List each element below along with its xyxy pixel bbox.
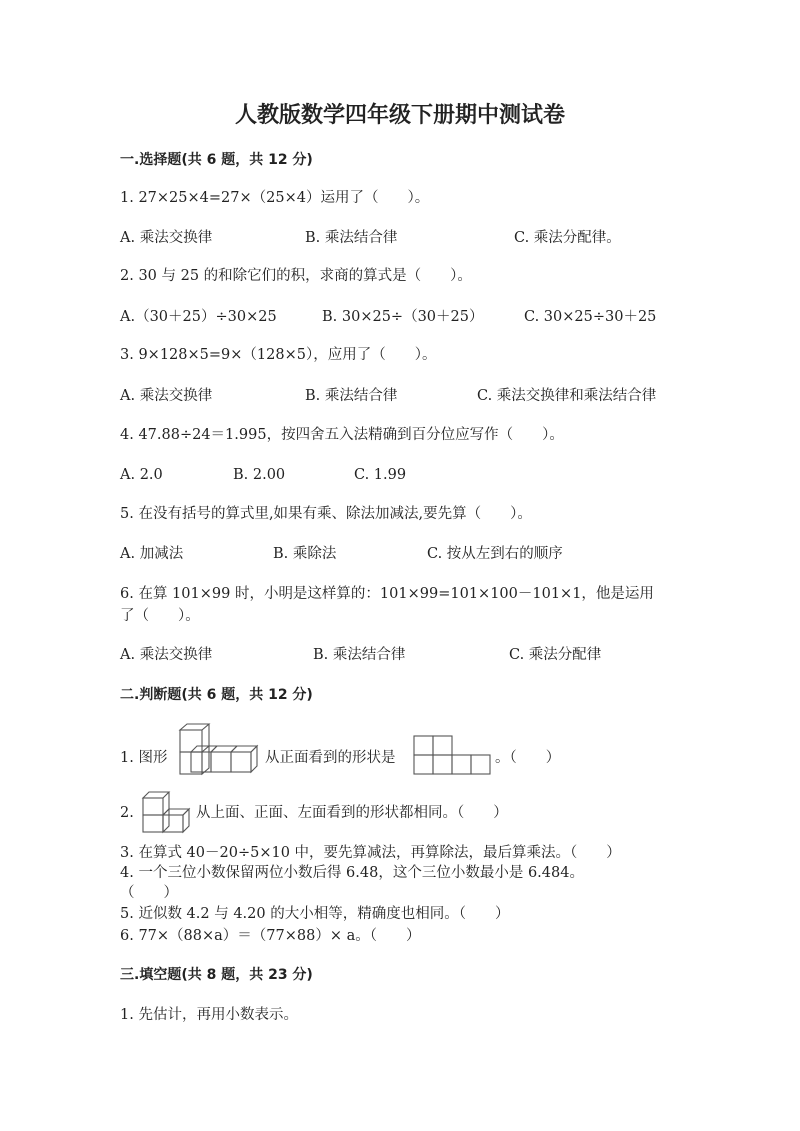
fill-blank-q1: 1. 先估计，再用小数表示。 (120, 1007, 298, 1023)
question-stem: 1. 27×25×4=27×（25×4）运用了（ ）。 (120, 190, 430, 206)
option-c: C. 1.99 (354, 467, 407, 483)
option-c: C. 乘法分配律 (509, 647, 602, 663)
judgment-q2-text: 从上面、正面、左面看到的形状都相同。（ ） (196, 805, 508, 821)
option-a: A. 乘法交换律 (120, 647, 213, 663)
judgment-q2-prefix: 2. (120, 805, 134, 821)
judgment-q1-suffix: 。（ ） (495, 750, 561, 766)
front-view-figure (413, 735, 493, 777)
option-a: A. 乘法交换律 (120, 230, 213, 246)
question-stem-continued: 了（ ）。 (120, 608, 200, 624)
option-a: A. 加减法 (120, 546, 184, 562)
judgment-q4-continued: （ ） (120, 885, 178, 901)
option-c: C. 乘法交换律和乘法结合律 (477, 388, 657, 404)
judgment-q6: 6. 77×（88×a）＝（77×88）× a。（ ） (120, 928, 421, 944)
page-title: 人教版数学四年级下册期中测试卷 (234, 102, 565, 128)
option-b: B. 乘法结合律 (305, 388, 398, 404)
option-b: B. 2.00 (233, 467, 286, 483)
question-stem: 4. 47.88÷24＝1.995，按四舍五入法精确到百分位应写作（ ）。 (120, 427, 564, 443)
option-a: A. 乘法交换律 (120, 388, 213, 404)
option-b: B. 30×25÷（30＋25） (322, 309, 484, 325)
section-heading-choice: 一.选择题(共 6 题，共 12 分) (120, 152, 313, 168)
option-a: A. 2.0 (120, 467, 163, 483)
option-c: C. 按从左到右的顺序 (427, 546, 563, 562)
judgment-q4: 4. 一个三位小数保留两位小数后得 6.48，这个三位小数最小是 6.484。 (120, 865, 584, 881)
judgment-q3: 3. 在算式 40－20÷5×10 中，要先算减法，再算除法，最后算乘法。（ ） (120, 845, 621, 861)
option-b: B. 乘法结合律 (305, 230, 398, 246)
section-heading-fill-blank: 三.填空题(共 8 题，共 23 分) (120, 967, 313, 983)
question-stem: 6. 在算 101×99 时，小明是这样算的：101×99=101×100－101×1，他是运用 (120, 586, 654, 602)
judgment-q5: 5. 近似数 4.2 与 4.20 的大小相等，精确度也相同。（ ） (120, 906, 510, 922)
judgment-q1-middle: 从正面看到的形状是 (265, 750, 396, 766)
option-b: B. 乘除法 (273, 546, 337, 562)
question-stem: 5. 在没有括号的算式里,如果有乘、除法加减法,要先算（ ）。 (120, 506, 532, 522)
option-c: C. 乘法分配律。 (514, 230, 621, 246)
cube-stack-3d-figure (177, 724, 262, 780)
option-c: C. 30×25÷30＋25 (524, 309, 657, 325)
option-b: B. 乘法结合律 (313, 647, 406, 663)
question-stem: 2. 30 与 25 的和除它们的积，求商的算式是（ ）。 (120, 268, 472, 284)
option-a: A.（30＋25）÷30×25 (120, 309, 277, 325)
small-cube-stack-figure (139, 790, 191, 836)
section-heading-judgment: 二.判断题(共 6 题，共 12 分) (120, 687, 313, 703)
question-stem: 3. 9×128×5=9×（128×5），应用了（ ）。 (120, 347, 437, 363)
judgment-q1-prefix: 1. 图形 (120, 750, 168, 766)
